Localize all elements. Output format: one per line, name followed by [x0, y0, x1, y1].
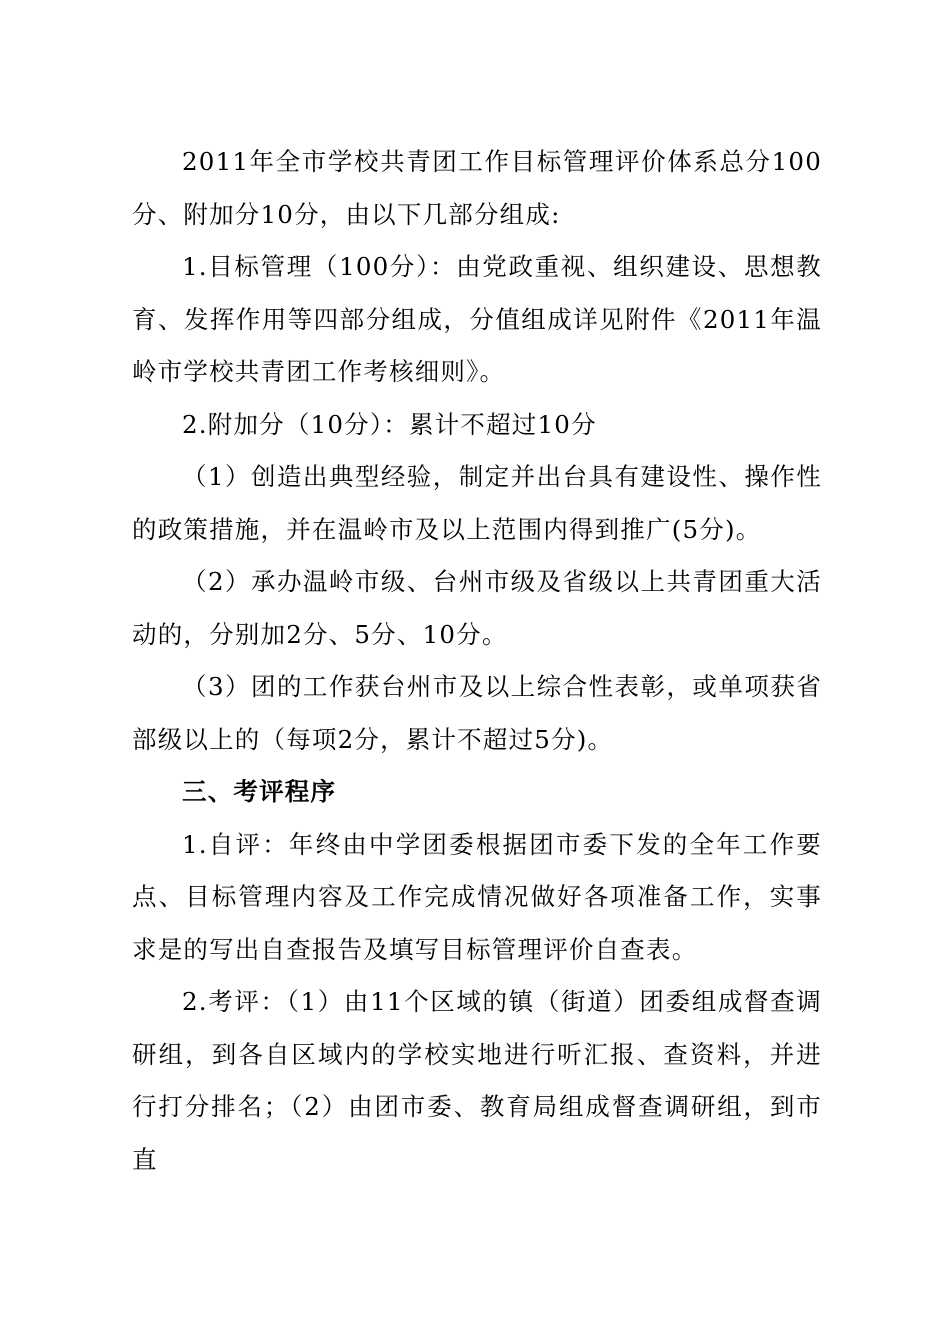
section-heading: 三、考评程序	[182, 777, 337, 806]
paragraph-target-management: 1.目标管理（100分）：由党政重视、组织建设、思想教育、发挥作用等四部分组成，分值组成详见附件《2011年温岭市学校共青团工作考核细则》。	[132, 252, 822, 386]
paragraph-bonus-item-2: （2）承办温岭市级、台州市级及省级以上共青团重大活动的，分别加2分、5分、10分。	[132, 567, 822, 649]
document-body	[132, 136, 822, 1186]
paragraph-bonus-points: 2.附加分（10分）：累计不超过10分	[182, 409, 597, 439]
paragraph-assessment: 2.考评：（1）由11个区域的镇（街道）团委组成督查调研组，到各自区域内的学校实地进行听汇报、查资料，并进行打分排名；（2）由团市委、教育局组成督查调研组，到市直	[132, 987, 822, 1174]
paragraph-total-score: 2011年全市学校共青团工作目标管理评价体系总分100分、附加分10分，由以下几部分组成:	[132, 147, 822, 229]
paragraph-bonus-item-3: （3）团的工作获台州市及以上综合性表彰，或单项获省部级以上的（每项2分，累计不超过5分)。	[132, 672, 822, 754]
paragraph-bonus-item-1: （1）创造出典型经验，制定并出台具有建设性、操作性的政策措施，并在温岭市及以上范围内得到推广(5分)。	[132, 462, 822, 544]
paragraph-self-evaluation: 1.自评：年终由中学团委根据团市委下发的全年工作要点、目标管理内容及工作完成情况做好各项准备工作，实事求是的写出自查报告及填写目标管理评价自查表。	[132, 829, 822, 964]
